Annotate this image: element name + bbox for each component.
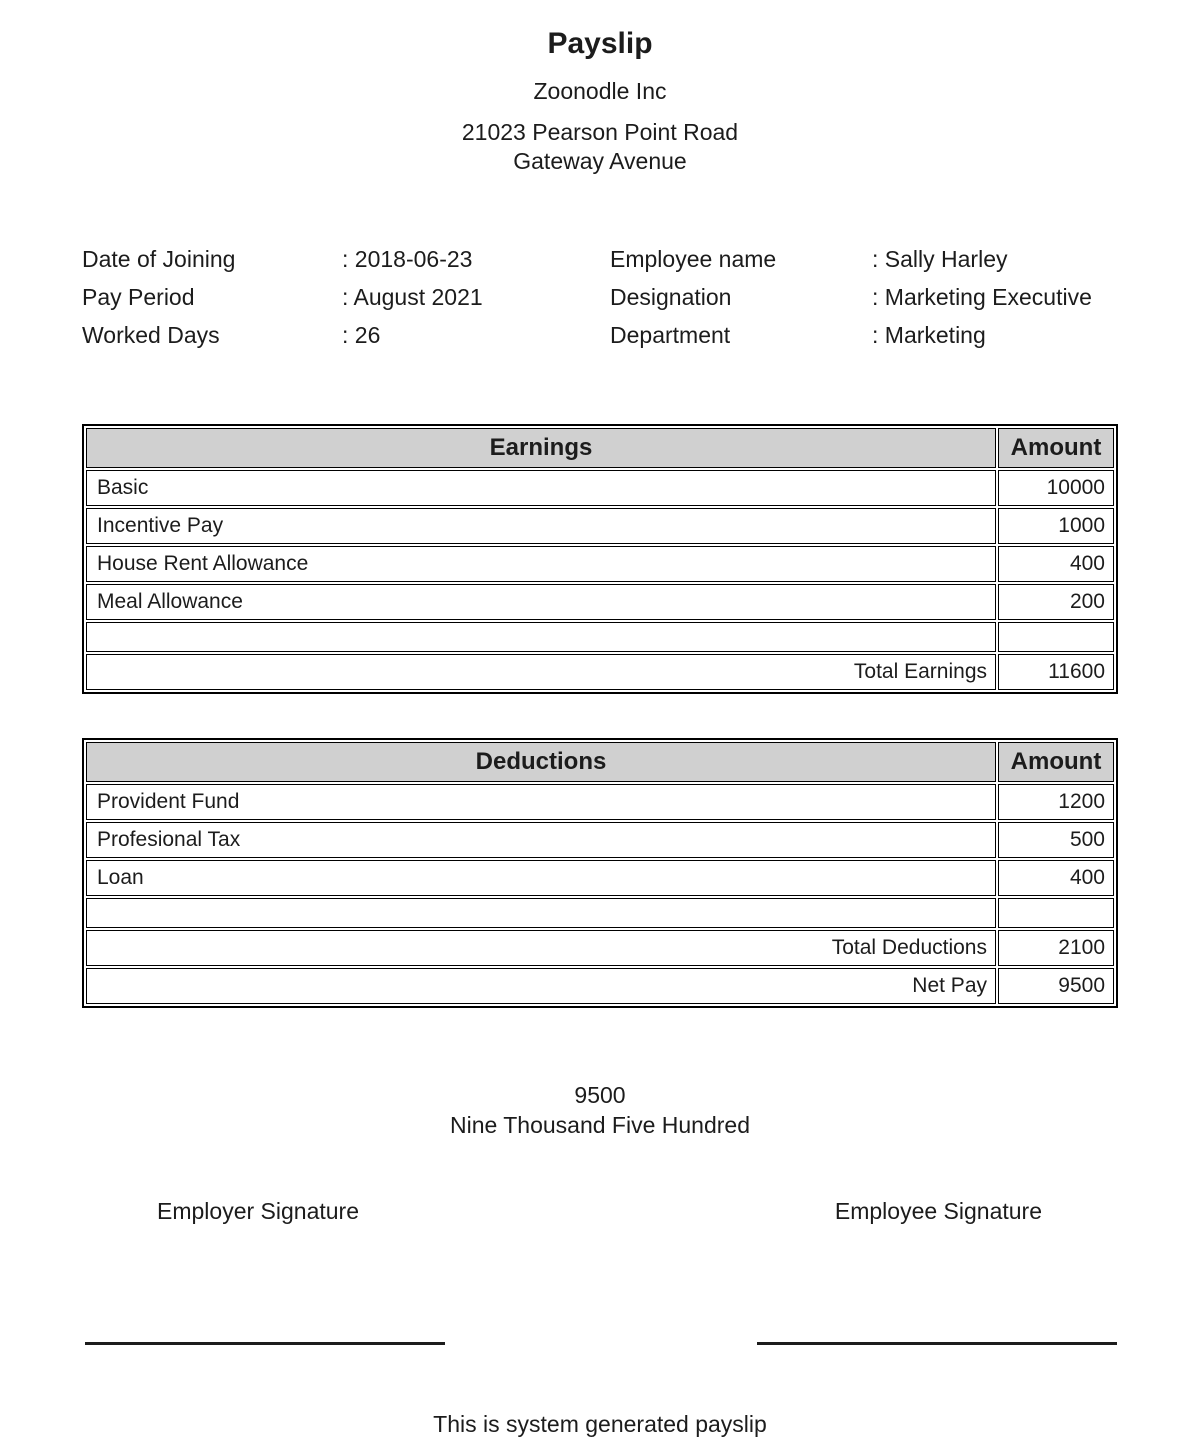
earnings-amount-header: Amount <box>998 428 1114 468</box>
pay-period-value: : August 2021 <box>342 284 483 310</box>
employee-signature-line <box>757 1342 1117 1345</box>
net-pay-summary <box>0 1080 1200 1140</box>
net-pay-number: 9500 <box>574 1082 626 1108</box>
department-label: Department <box>610 322 731 348</box>
system-generated-note: This is system generated payslip <box>433 1411 767 1437</box>
signature-labels <box>0 1198 1200 1224</box>
empty-cell <box>86 898 996 928</box>
earnings-table <box>82 424 1118 694</box>
earnings-row-amount: 10000 <box>998 470 1114 506</box>
signature-lines <box>0 1342 1200 1345</box>
total-deductions-label: Total Deductions <box>86 930 996 966</box>
deductions-amount-header: Amount <box>998 742 1114 782</box>
earnings-row-label: Meal Allowance <box>86 584 996 620</box>
earnings-row-label: House Rent Allowance <box>86 546 996 582</box>
deductions-row-amount: 500 <box>998 822 1114 858</box>
deductions-row-label: Profesional Tax <box>86 822 996 858</box>
earnings-row-amount: 400 <box>998 546 1114 582</box>
table-row <box>86 860 1114 896</box>
page-title: Payslip <box>547 27 653 60</box>
employer-signature-line <box>85 1342 445 1345</box>
total-deductions-amount: 2100 <box>998 930 1114 966</box>
employer-signature-label: Employer Signature <box>157 1198 359 1224</box>
earnings-header: Earnings <box>86 428 996 468</box>
designation-value: : Marketing Executive <box>872 284 1092 310</box>
department-value: : Marketing <box>872 322 986 348</box>
pay-period-label: Pay Period <box>82 284 195 310</box>
total-earnings-label: Total Earnings <box>86 654 996 690</box>
net-pay-row <box>86 968 1114 1004</box>
table-row <box>86 470 1114 506</box>
deductions-row-label: Loan <box>86 860 996 896</box>
deductions-header-row <box>86 742 1114 782</box>
total-earnings-amount: 11600 <box>998 654 1114 690</box>
net-pay-words: Nine Thousand Five Hundred <box>449 1112 751 1138</box>
deductions-row-amount: 1200 <box>998 784 1114 820</box>
address-line-2: Gateway Avenue <box>513 148 687 174</box>
company-name: Zoonodle Inc <box>533 78 667 104</box>
earnings-row-amount: 200 <box>998 584 1114 620</box>
total-deductions-row <box>86 930 1114 966</box>
net-pay-label: Net Pay <box>86 968 996 1004</box>
table-row <box>86 508 1114 544</box>
employee-signature-label: Employee Signature <box>834 1198 1042 1224</box>
earnings-row-label: Basic <box>86 470 996 506</box>
deductions-table <box>82 738 1118 1008</box>
empty-row <box>86 898 1114 928</box>
date-of-joining-label: Date of Joining <box>82 246 236 272</box>
total-earnings-row <box>86 654 1114 690</box>
earnings-row-amount: 1000 <box>998 508 1114 544</box>
empty-row <box>86 622 1114 652</box>
worked-days-value: : 26 <box>342 322 381 348</box>
empty-cell <box>86 622 996 652</box>
empty-cell <box>998 898 1114 928</box>
table-row <box>86 546 1114 582</box>
table-row <box>86 822 1114 858</box>
designation-label: Designation <box>610 284 732 310</box>
empty-cell <box>998 622 1114 652</box>
employee-name-value: : Sally Harley <box>872 246 1008 272</box>
table-row <box>86 584 1114 620</box>
deductions-row-amount: 400 <box>998 860 1114 896</box>
date-of-joining-value: : 2018-06-23 <box>342 246 473 272</box>
company-address <box>0 118 1200 176</box>
worked-days-label: Worked Days <box>82 322 220 348</box>
deductions-header: Deductions <box>86 742 996 782</box>
table-row <box>86 784 1114 820</box>
earnings-row-label: Incentive Pay <box>86 508 996 544</box>
earnings-header-row <box>86 428 1114 468</box>
address-line-1: 21023 Pearson Point Road <box>461 119 739 145</box>
employee-info-section <box>82 246 1200 348</box>
employee-name-label: Employee name <box>610 246 777 272</box>
net-pay-amount: 9500 <box>998 968 1114 1004</box>
deductions-row-label: Provident Fund <box>86 784 996 820</box>
